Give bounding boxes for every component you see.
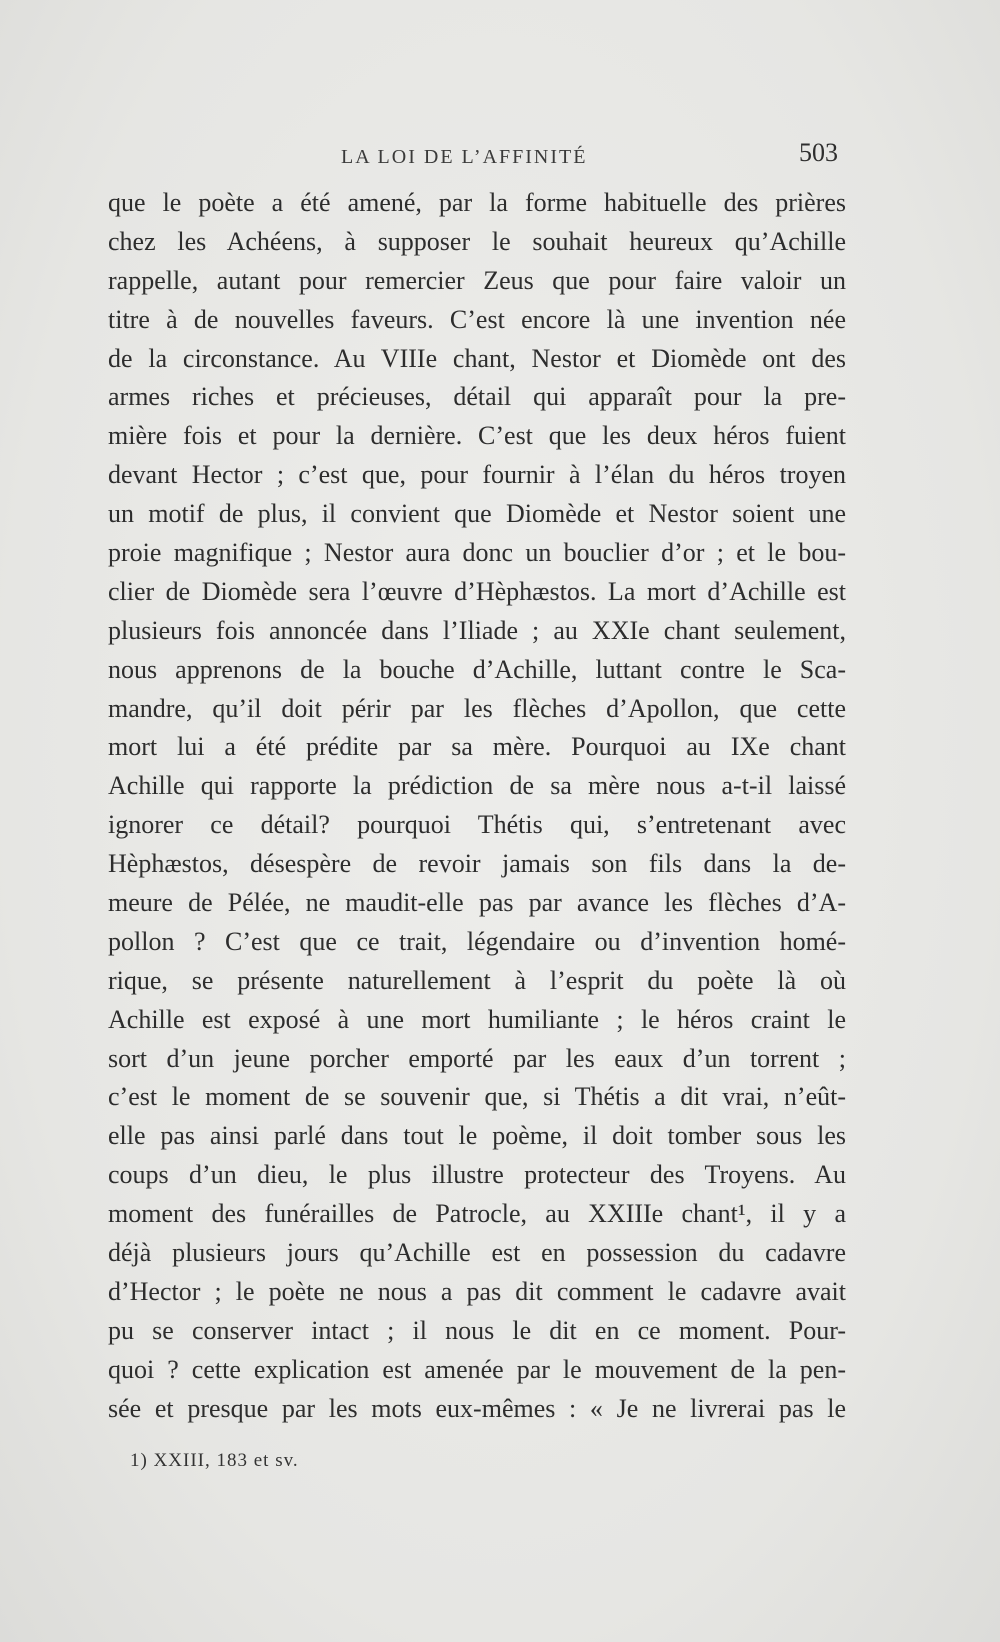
running-head: LA LOI DE L’AFFINITÉ [341,146,588,168]
text-line: proie magnifique ; Nestor aura donc un bouclier d’or ; et le bou- [108,538,846,568]
text-line: nous apprenons de la bouche d’Achille, luttant contre le Sca- [108,654,846,684]
page-header [108,138,838,178]
text-line: ignorer ce détail? pourquoi Thétis qui, s’entretenant avec [108,810,846,840]
text-line: moment des funérailles de Patrocle, au XXIIIe chant¹, il y a [108,1199,846,1229]
text-line: quoi ? cette explication est amenée par le mouvement de la pen- [108,1354,846,1384]
text-line: déjà plusieurs jours qu’Achille est en possession du cadavre [108,1238,846,1268]
text-line: chez les Achéens, à supposer le souhait heureux qu’Achille [108,226,846,256]
text-line: sée et presque par les mots eux-mêmes : « Je ne livrerai pas le [108,1393,846,1423]
body-text [108,184,846,1429]
text-line: mière fois et pour la dernière. C’est que les deux héros fuient [108,421,846,451]
text-line: titre à de nouvelles faveurs. C’est encore là une invention née [108,304,846,334]
text-line: d’Hector ; le poète ne nous a pas dit comment le cadavre avait [108,1276,846,1306]
text-line: plusieurs fois annoncée dans l’Iliade ; au XXIe chant seulement, [108,615,846,645]
text-line: de la circonstance. Au VIIIe chant, Nestor et Diomède ont des [108,343,846,373]
footnote: 1) XXIII, 183 et sv. [130,1450,299,1471]
text-line: Hèphæstos, désespère de revoir jamais son fils dans la de- [108,849,846,879]
text-line: elle pas ainsi parlé dans tout le poème, il doit tomber sous les [108,1121,846,1151]
text-line: mandre, qu’il doit périr par les flèches d’Apollon, que cette [108,693,846,723]
text-line: rique, se présente naturellement à l’esprit du poète là où [108,965,846,995]
text-line: mort lui a été prédite par sa mère. Pourquoi au IXe chant [108,732,846,762]
text-line: sort d’un jeune porcher emporté par les eaux d’un torrent ; [108,1043,846,1073]
text-line: clier de Diomède sera l’œuvre d’Hèphæstos. La mort d’Achille est [108,576,846,606]
text-line: Achille est exposé à une mort humiliante ; le héros craint le [108,1004,846,1034]
text-line: armes riches et précieuses, détail qui apparaît pour la pre- [108,382,846,412]
text-line: meure de Pélée, ne maudit-elle pas par avance les flèches d’A- [108,888,846,918]
text-line: un motif de plus, il convient que Diomède et Nestor soient une [108,499,846,529]
text-line: devant Hector ; c’est que, pour fournir à l’élan du héros troyen [108,460,846,490]
text-line: que le poète a été amené, par la forme habituelle des prières [108,188,846,217]
text-line: Achille qui rapporte la prédiction de sa mère nous a-t-il laissé [108,771,846,801]
page-number: 503 [799,138,838,167]
text-line: rappelle, autant pour remercier Zeus que pour faire valoir un [108,265,846,295]
text-line: coups d’un dieu, le plus illustre protecteur des Troyens. Au [108,1160,846,1190]
text-line: pollon ? C’est que ce trait, légendaire ou d’invention homé- [108,926,846,956]
text-line: pu se conserver intact ; il nous le dit en ce moment. Pour- [108,1315,846,1345]
text-line: c’est le moment de se souvenir que, si Thétis a dit vrai, n’eût- [108,1082,846,1112]
